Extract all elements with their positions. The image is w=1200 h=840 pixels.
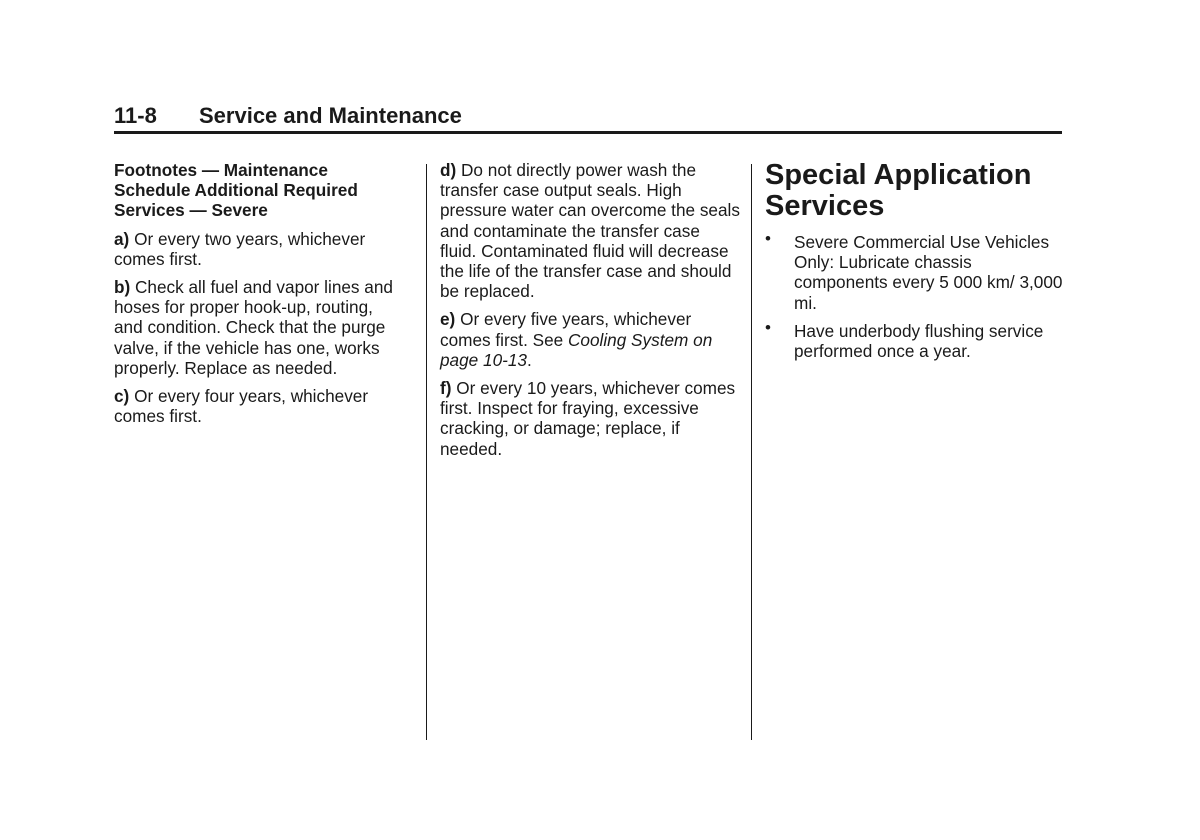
footnote-b [114,277,404,378]
footnote-e [440,309,740,370]
column-middle [440,160,740,467]
bullet-list [765,229,1065,362]
footnote-text: Or every five years, whichever comes first. See [440,309,692,350]
footnote-label: a) [114,228,130,249]
footnote-label: b) [114,277,131,298]
section-title: Service and Maintenance [199,103,462,128]
footnote-label: c) [114,386,130,407]
footnote-text: Check all fuel and vapor lines and hoses for proper hook-up, routing, and condition. Check that the purge valve, if the vehicle has one, works properly. Replace as needed. [114,277,393,378]
footnote-text: Or every four years, whichever comes first. [114,386,369,427]
cross-reference-link[interactable]: Cooling System on page 10-13 [440,329,713,370]
bullet-icon: • [765,229,771,248]
special-application-heading: Special Application Services [765,159,1032,222]
footnote-a [114,229,404,269]
bullet-item [765,229,1065,313]
column-divider [751,164,752,740]
bullet-text: Have underbody flushing service performed once a year. [794,320,1044,362]
footnote-d [440,160,740,301]
bullet-item [765,317,1065,362]
footnote-text: Do not directly power wash the transfer case output seals. High pressure water can overcome the seals and contaminate the transfer case fluid. Contaminated fluid will decrease the life of the transfer case and should be replaced. [440,160,740,302]
footnote-label: e) [440,309,456,330]
column-left [114,160,404,434]
footnote-text-end: . [526,349,532,370]
footnote-c [114,386,404,426]
page-header [114,101,1062,134]
page-number: 11-8 [114,103,157,128]
footnote-label: d) [440,160,457,180]
bullet-text: Severe Commercial Use Vehicles Only: Lubricate chassis components every 5 000 km/ 3,000 mi. [794,232,1063,313]
column-right [765,160,1065,369]
footnotes-subheading: Footnotes — Maintenance Schedule Additional Required Services — Severe [114,160,358,221]
bullet-icon: • [765,317,771,337]
footnote-label: f) [440,378,452,399]
column-divider [426,164,427,740]
footnote-text: Or every two years, whichever comes first. [114,228,366,269]
footnote-text: Or every 10 years, whichever comes first. Inspect for fraying, excessive cracking, or damage; replace, if needed. [440,378,736,459]
footnote-f [440,378,740,459]
